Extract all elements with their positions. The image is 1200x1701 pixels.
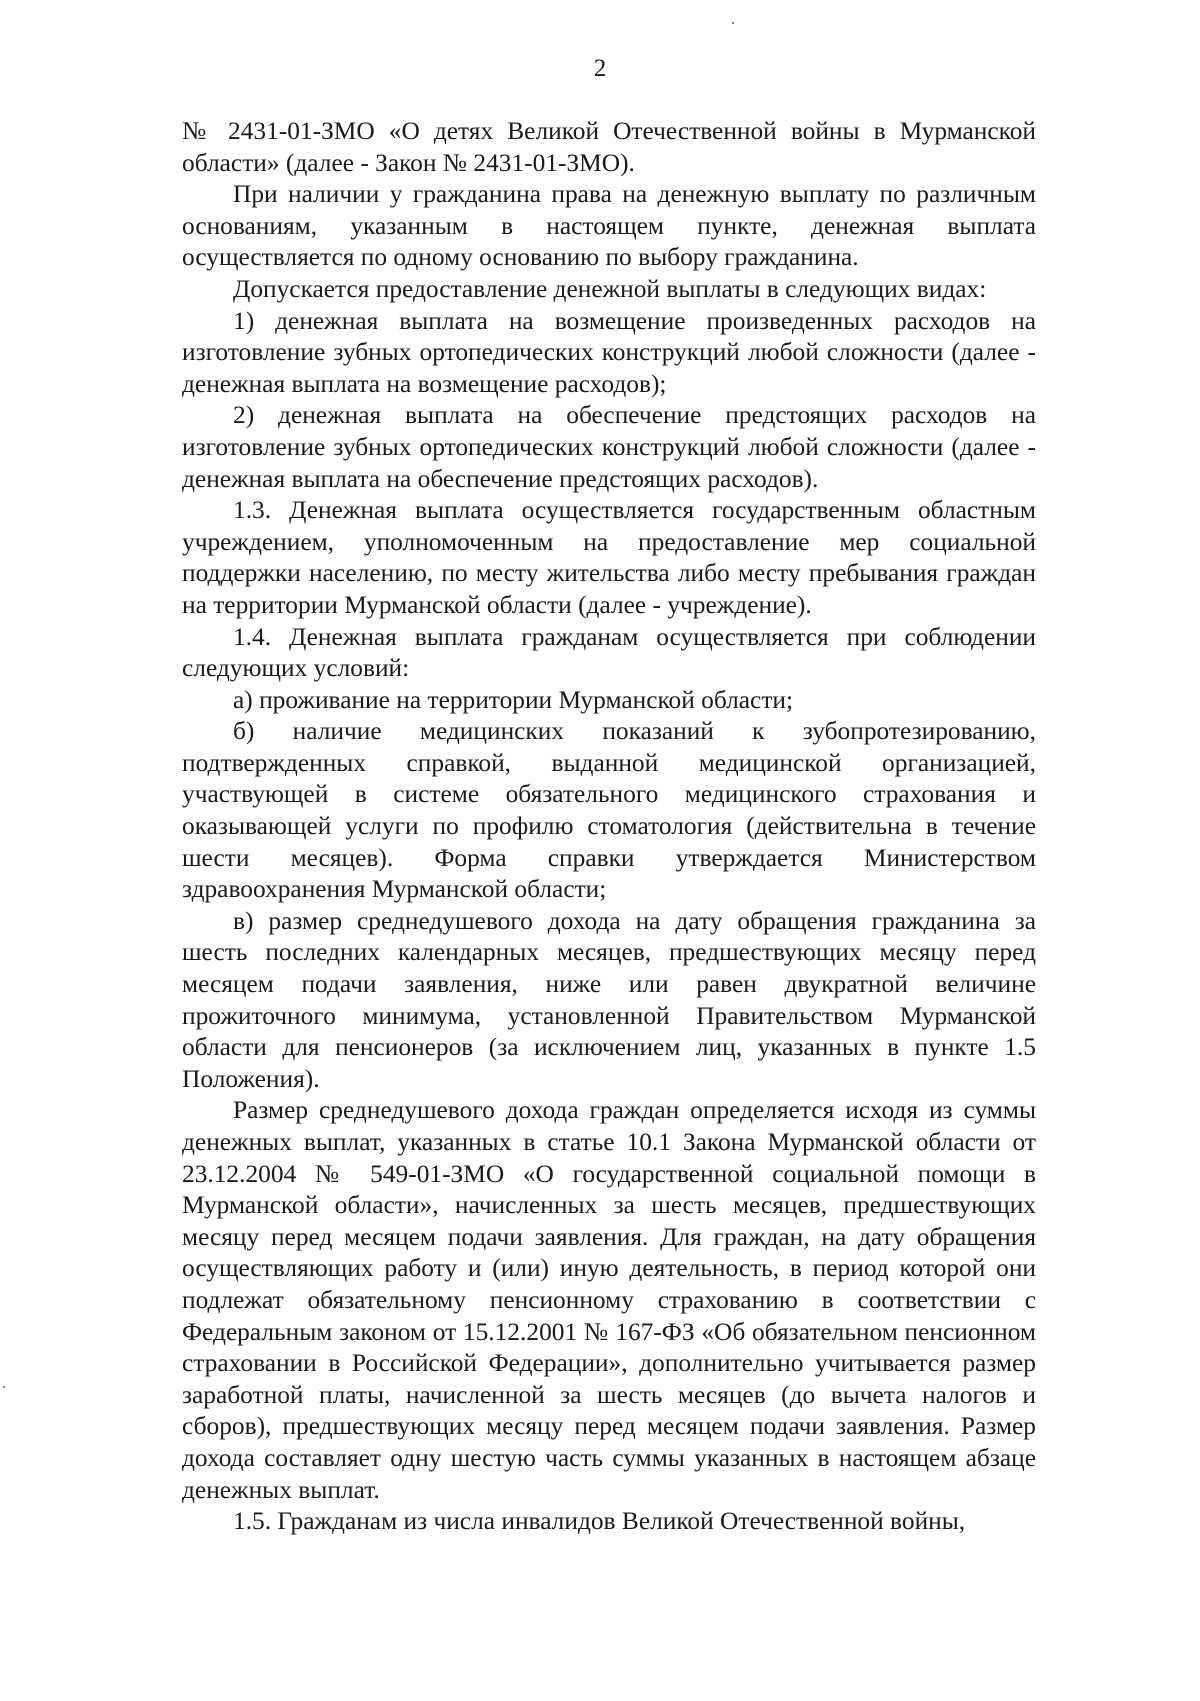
paragraph-payment-type-2: 2) денежная выплата на обеспечение предстоящих расходов на изготовление зубных ортопедических конструкций любой сложности (далее - денежная выплата на обеспечение предстоящих расходов). — [182, 401, 1036, 493]
paragraph-law-reference: № 2431-01-ЗМО «О детях Великой Отечественной войны в Мурманской области» (далее - Закон № 2431-01-ЗМО). — [182, 117, 1036, 177]
paragraph-payment-type-1: 1) денежная выплата на возмещение произведенных расходов на изготовление зубных ортопедических конструкций любой сложности (далее - денежная выплата на возмещение расходов); — [182, 306, 1036, 398]
page-number: 2 — [593, 55, 607, 82]
paragraph-condition-a: а) проживание на территории Мурманской области; — [233, 685, 794, 714]
scan-speck — [3, 1386, 5, 1388]
paragraph-section-1-4: 1.4. Денежная выплата гражданам осуществляется при соблюдении следующих условий: — [182, 622, 1036, 683]
paragraph-condition-c: в) размер среднедушевого дохода на дату обращения гражданина за шесть последних календарных месяцев, предшествующих месяцу перед месяцем подачи заявления, ниже или равен двукратной величине прожиточного минимума, установленной Правительством Мурманской области для пенсионеров (за исключением лиц, указанных в пункте 1.5 Положения). — [182, 906, 1036, 1093]
document-body — [182, 116, 1036, 1538]
paragraph-income-calculation: Размер среднедушевого дохода граждан определяется исходя из суммы денежных выплат, указанных в статье 10.1 Закона Мурманской области от 23.12.2004 № 549-01-ЗМО «О государственной социальной помощи в Мурманской области», начисленных за шесть месяцев, предшествующих месяцу перед месяцем подачи заявления. Для граждан, на дату обращения осуществляющих работу и (или) иную деятельность, в период которой они подлежат обязательному пенсионному страхованию в соответствии с Федеральным законом от 15.12.2001 № 167-ФЗ «Об обязательном пенсионном страховании в Российской Федерации», дополнительно учитывается размер заработной платы, начисленной за шесть месяцев (до вычета налогов и сборов), предшествующих месяцу перед месяцем подачи заявления. Размер дохода составляет одну шестую часть суммы указанных в настоящем абзаце денежных выплат. — [182, 1096, 1036, 1504]
paragraph-section-1-5: 1.5. Гражданам из числа инвалидов Великой Отечественной войны, — [233, 1507, 966, 1536]
paragraph-payment-types-intro: Допускается предоставление денежной выплаты в следующих видах: — [233, 274, 987, 303]
paragraph-section-1-3: 1.3. Денежная выплата осуществляется государственным областным учреждением, уполномоченным на предоставление мер социальной поддержки населению, по месту жительства либо месту пребывания граждан на территории Мурманской области (далее - учреждение). — [182, 496, 1036, 619]
paragraph-multiple-grounds: При наличии у гражданина права на денежную выплату по различным основаниям, указанным в настоящем пункте, денежная выплата осуществляется по одному основанию по выбору гражданина. — [182, 180, 1036, 272]
paragraph-condition-b: б) наличие медицинских показаний к зубопротезированию, подтвержденных справкой, выданной медицинской организацией, участвующей в системе обязательного медицинского страхования и оказывающей услуги по профилю стоматология (действительна в течение шести месяцев). Форма справки утверждается Министерством здравоохранения Мурманской области; — [182, 717, 1036, 904]
scan-speck — [732, 22, 734, 24]
